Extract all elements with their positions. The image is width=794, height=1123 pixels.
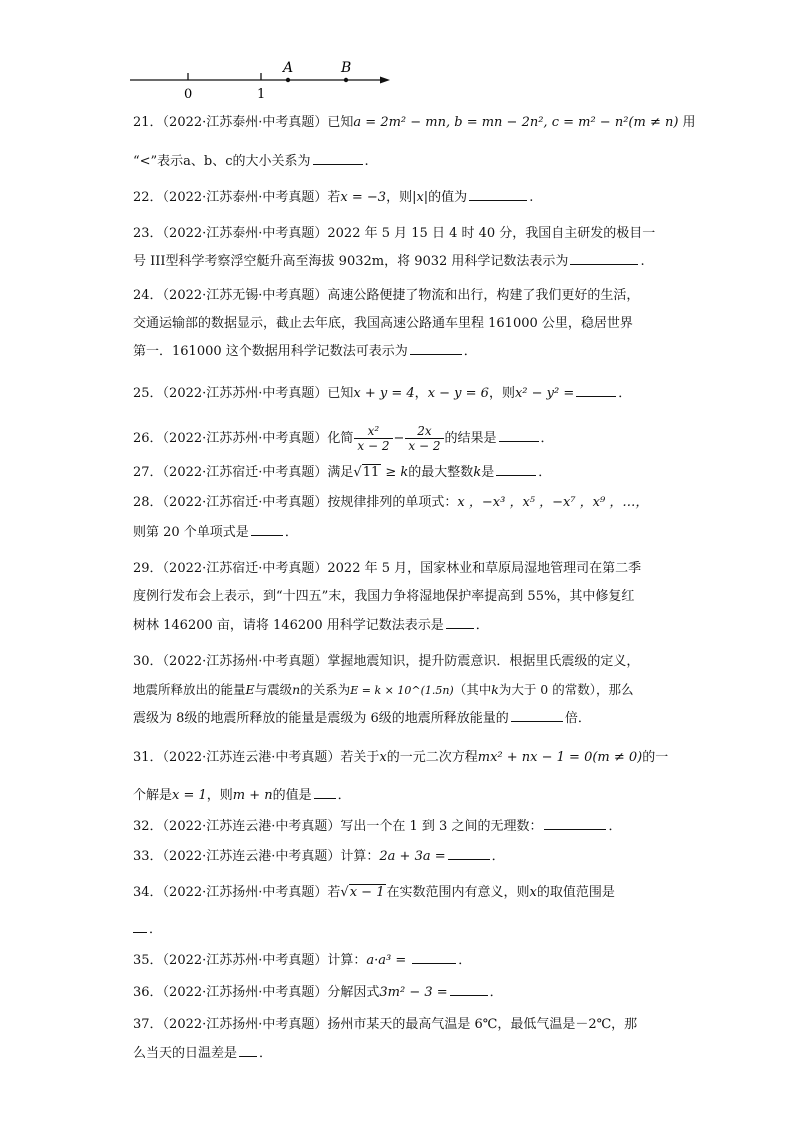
answer-blank-22[interactable] bbox=[469, 187, 527, 201]
point-b bbox=[344, 78, 348, 82]
question-29-line1: 29．（2022·江苏宿迁·中考真题）2022 年 5 月，国家林业和草原局湿地管理司在第二季 bbox=[133, 561, 642, 576]
question-33: 33．（2022·江苏连云港·中考真题）计算：2a + 3a = ． bbox=[133, 846, 673, 867]
answer-blank-37[interactable] bbox=[239, 1043, 257, 1057]
answer-blank-26[interactable] bbox=[499, 428, 539, 442]
question-34-line2: ． bbox=[133, 919, 673, 940]
question-37-line2: 么当天的日温差是 ． bbox=[133, 1043, 673, 1064]
question-23-line1: 23．（2022·江苏泰州·中考真题）2022 年 5 月 15 日 4 时 40 分，我国自主研发的极目一 bbox=[133, 226, 656, 241]
question-23-line2: 号 III型科学考察浮空艇升高至海拔 9032m，将 9032 用科学记数法表示为 . bbox=[133, 251, 673, 272]
question-30-line3: 震级为 8级的地震所释放的能量是震级为 6级的地震所释放能量的 倍． bbox=[133, 708, 673, 729]
answer-blank-29[interactable] bbox=[446, 615, 474, 629]
question-35: 35．（2022·江苏苏州·中考真题）计算：a·a³ = ． bbox=[133, 950, 673, 971]
question-27: 27．（2022·江苏宿迁·中考真题）满足√11 ≥ k的最大整数k是 ． bbox=[133, 462, 673, 483]
answer-blank-25[interactable] bbox=[576, 383, 616, 397]
answer-blank-35[interactable] bbox=[412, 950, 456, 964]
question-34-line1: 34．（2022·江苏扬州·中考真题）若√x − 1 在实数范围内有意义，则x的取值范围是 bbox=[133, 885, 615, 900]
tick-label-one: 1 bbox=[257, 87, 266, 102]
question-22: 22．（2022·江苏泰州·中考真题）若x = −3，则|x|的值为 . bbox=[133, 187, 673, 208]
point-label-b: B bbox=[341, 60, 352, 76]
answer-blank-21[interactable] bbox=[313, 151, 363, 165]
tick-label-zero: 0 bbox=[184, 87, 193, 102]
question-24-line2: 交通运输部的数据显示，截止去年底，我国高速公路通车里程 161000 公里，稳居世界 bbox=[133, 316, 633, 331]
question-26: 26．（2022·江苏苏州·中考真题）化简 $\frac{\text{x²}}{x - 2}$ − $\frac{2x}{x - 2}$ 的结果是 ． bbox=[133, 424, 554, 453]
question-25: 25．（2022·江苏苏州·中考真题）已知x + y = 4，x − y = 6，则x² − y² = ． bbox=[133, 383, 673, 404]
answer-blank-34[interactable] bbox=[133, 919, 147, 933]
question-24-line1: 24．（2022·江苏无锡·中考真题）高速公路便捷了物流和出行，构建了我们更好的生活， bbox=[133, 288, 640, 303]
question-29-line3: 树林 146200 亩，请将 146200 用科学记数法表示是 ． bbox=[133, 615, 673, 636]
question-28-line2: 则第 20 个单项式是 ． bbox=[133, 522, 673, 543]
point-label-a: A bbox=[283, 60, 294, 76]
axis-arrow-icon bbox=[380, 77, 390, 84]
answer-blank-31[interactable] bbox=[314, 785, 336, 799]
question-30-line1: 30．（2022·江苏扬州·中考真题）掌握地震知识，提升防震意识．根据里氏震级的定义， bbox=[133, 654, 640, 669]
answer-blank-24[interactable] bbox=[410, 341, 462, 355]
question-21-line1: 21．（2022·江苏泰州·中考真题）已知a = 2m² − mn, b = mn − 2n², c = m² − n²(m ≠ n) 用 bbox=[133, 115, 696, 130]
question-36: 36．（2022·江苏扬州·中考真题）分解因式3m² − 3 = ． bbox=[133, 982, 673, 1003]
point-a bbox=[286, 78, 290, 82]
q21-formula: a = 2m² − mn, b = mn − 2n², c = m² − n²(m ≠ n) bbox=[353, 115, 679, 130]
answer-blank-32[interactable] bbox=[544, 816, 606, 830]
question-28-line1: 28．（2022·江苏宿迁·中考真题）按规律排列的单项式：x ，−x³ ，x⁵ ，−x⁷ ，x⁹ ，…， bbox=[133, 495, 649, 510]
fraction-2: $\frac{2x}{x - 2}$ bbox=[405, 424, 443, 453]
answer-blank-33[interactable] bbox=[448, 846, 490, 860]
question-30-line2: 地震所释放出的能量E与震级n的关系为E = k × 10^(1.5n)（其中k为大于 0 的常数），那么 bbox=[133, 682, 634, 697]
question-37-line1: 37．（2022·江苏扬州·中考真题）扬州市某天的最高气温是 6℃，最低气温是－2℃，那 bbox=[133, 1017, 638, 1032]
question-24-line3: 第一．161000 这个数据用科学记数法可表示为 ． bbox=[133, 341, 673, 362]
answer-blank-28[interactable] bbox=[251, 522, 283, 536]
answer-blank-36[interactable] bbox=[450, 982, 488, 996]
question-21-line2: “<”表示a、b、c的大小关系为 . bbox=[133, 151, 673, 172]
fraction-1: $\frac{\text{x²}}{x - 2}$ bbox=[354, 424, 392, 453]
answer-blank-23[interactable] bbox=[570, 251, 638, 265]
number-line-figure bbox=[128, 58, 398, 102]
answer-blank-30[interactable] bbox=[511, 708, 563, 722]
answer-blank-27[interactable] bbox=[496, 462, 536, 476]
question-31-line1: 31．（2022·江苏连云港·中考真题）若关于x的一元二次方程mx² + nx − 1 = 0(m ≠ 0)的一 bbox=[133, 750, 669, 765]
question-29-line2: 度例行发布会上表示，到“十四五”末，我国力争将湿地保护率提高到 55%，其中修复红 bbox=[133, 589, 635, 604]
question-31-line2: 个解是x = 1，则m + n的值是 ． bbox=[133, 785, 673, 806]
question-32: 32．（2022·江苏连云港·中考真题）写出一个在 1 到 3 之间的无理数： ． bbox=[133, 816, 673, 837]
